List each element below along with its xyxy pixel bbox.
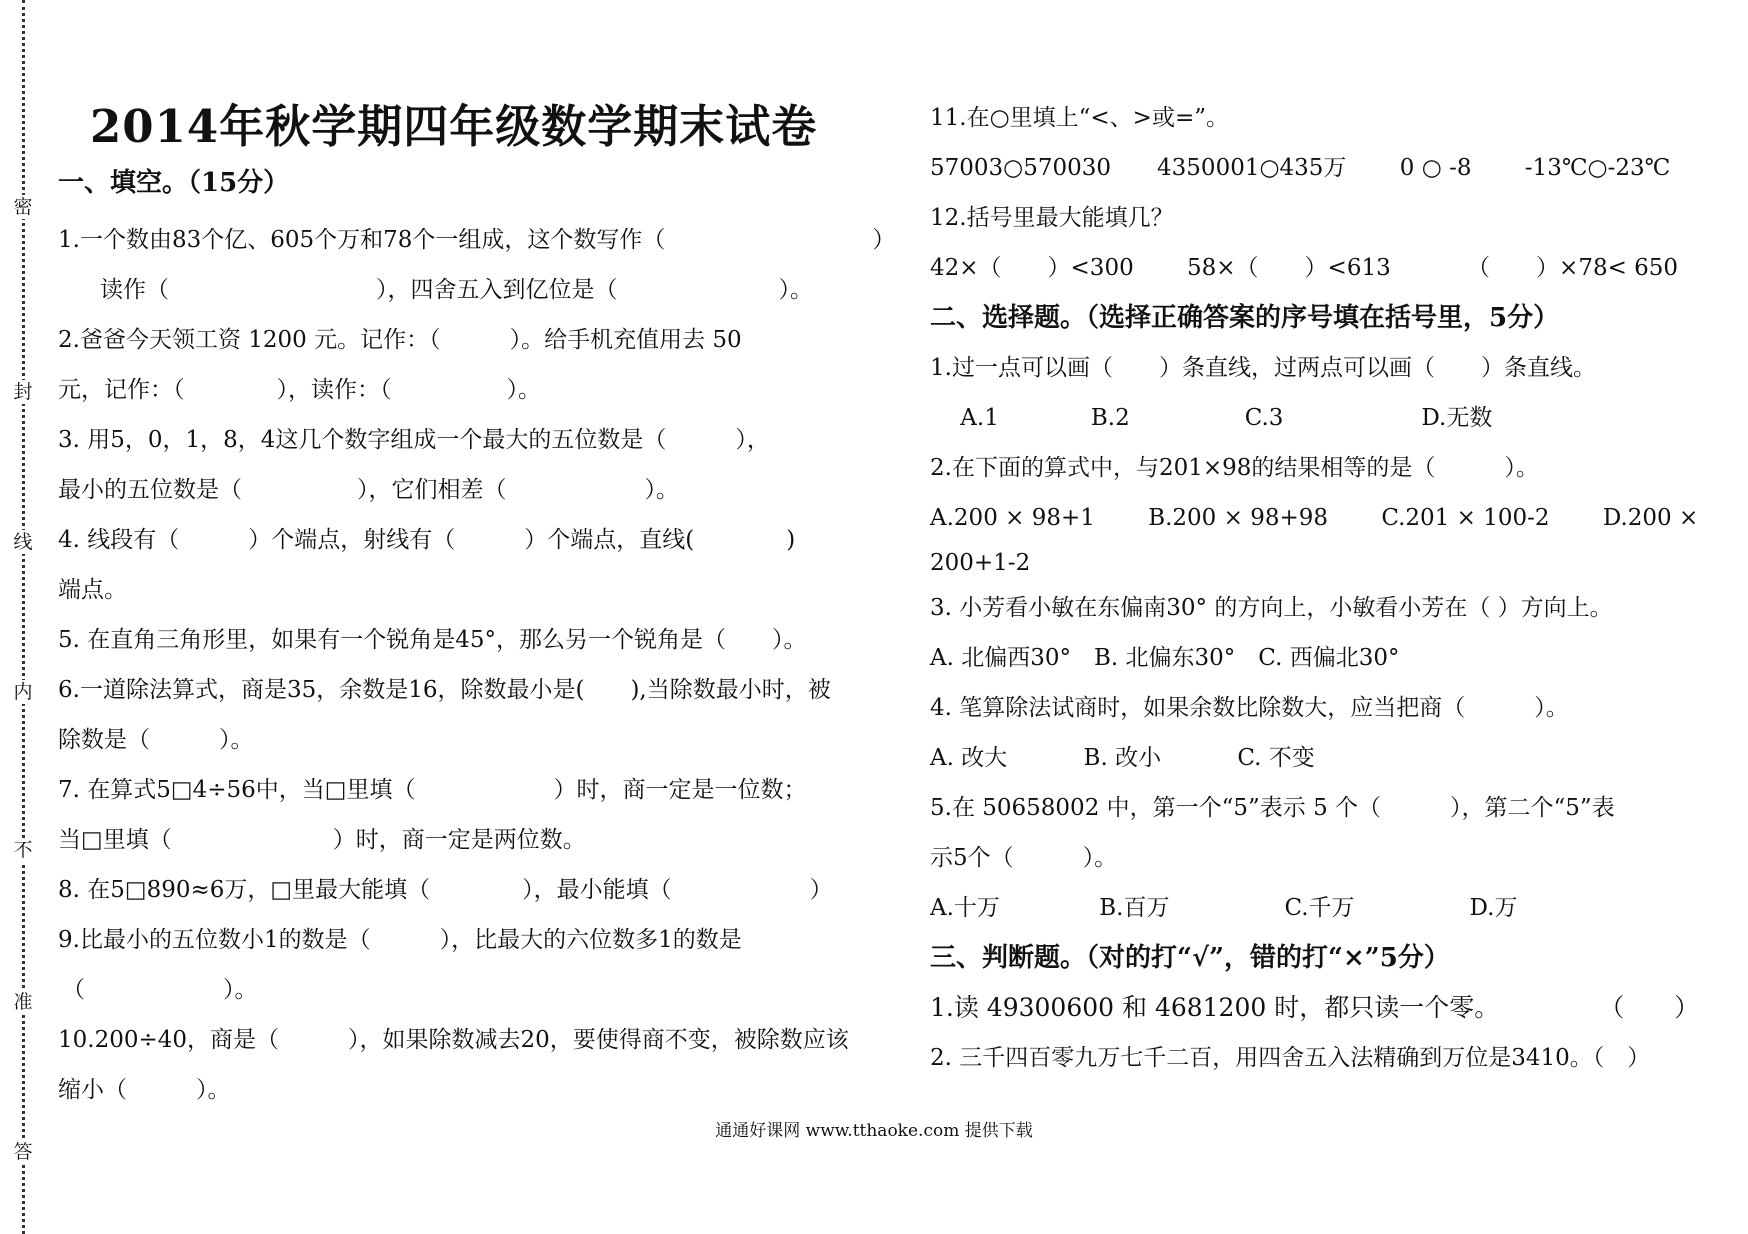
question-line: 缩小（ ）。 xyxy=(58,1077,231,1103)
question-line: 5.在 50658002 中，第一个“5”表示 5 个（ ），第二个“5”表 xyxy=(930,795,1615,821)
question-line: A. 改大 B. 改小 C. 不变 xyxy=(930,745,1315,771)
question-line: 最小的五位数是（ ），它们相差（ ）。 xyxy=(58,477,679,503)
binding-char: 密 xyxy=(13,196,33,218)
question-line: 示5个（ ）。 xyxy=(930,845,1118,871)
question-line: 3. 小芳看小敏在东偏南30° 的方向上，小敏看小芳在（ ）方向上。 xyxy=(930,595,1613,621)
question-line: 6.一道除法算式，商是35，余数是16，除数最小是( ),当除数最小时，被 xyxy=(58,677,831,703)
question-line: 9.比最小的五位数小1的数是（ ），比最大的六位数多1的数是 xyxy=(58,927,742,953)
question-line: 200+1-2 xyxy=(930,550,1031,576)
question-line: 1.读 49300600 和 4681200 时，都只读一个零。 （ ） xyxy=(930,993,1700,1022)
question-line: 2. 三千四百零九万七千二百，用四舍五入法精确到万位是3410。（ ） xyxy=(930,1045,1651,1071)
question-line: 5. 在直角三角形里，如果有一个锐角是45°，那么另一个锐角是（ ）。 xyxy=(58,627,807,653)
question-line: 8. 在5□890≈6万，□里最大能填（ ），最小能填（ ） xyxy=(58,877,833,903)
question-line: 1.过一点可以画（ ）条直线，过两点可以画（ ）条直线。 xyxy=(930,355,1596,381)
question-line: 12.括号里最大能填几？ xyxy=(930,205,1174,231)
question-line: 当□里填（ ）时，商一定是两位数。 xyxy=(58,827,586,853)
section-heading: 二、选择题。（选择正确答案的序号填在括号里，5分） xyxy=(930,303,1560,333)
question-line: 3. 用5，0，1，8，4这几个数字组成一个最大的五位数是（ ）， xyxy=(58,427,770,453)
binding-char: 不 xyxy=(13,839,33,861)
footer-note: 通通好课网 www.tthaoke.com 提供下载 xyxy=(715,1121,1033,1141)
question-line: 除数是（ ）。 xyxy=(58,727,254,753)
binding-char: 封 xyxy=(13,381,33,403)
question-line: 7. 在算式5□4÷56中，当□里填（ ）时，商一定是一位数； xyxy=(58,777,807,803)
question-line: A. 北偏西30° B. 北偏东30° C. 西偏北30° xyxy=(930,645,1400,671)
question-line: 1.一个数由83个亿、605个万和78个一组成，这个数写作（ ） xyxy=(58,227,896,253)
question-line: 端点。 xyxy=(58,577,127,603)
question-line: A.200 × 98+1 B.200 × 98+98 C.201 × 100-2 D.200 × xyxy=(930,505,1699,531)
question-line: 读作（ ），四舍五入到亿位是（ ）。 xyxy=(100,277,813,303)
binding-char: 答 xyxy=(13,1141,33,1163)
question-line: 10.200÷40，商是（ ），如果除数减去20，要使得商不变，被除数应该 xyxy=(58,1027,849,1053)
page-title: 2014年秋学期四年级数学期末试卷 xyxy=(90,100,818,153)
question-line: 57003○570030 4350001○435万 0 ○ -8 -13℃○-23℃ xyxy=(930,155,1671,181)
binding-char: 内 xyxy=(13,681,33,703)
section-heading: 一、填空。（15分） xyxy=(58,168,290,198)
question-line: 4. 线段有（ ）个端点，射线有（ ）个端点，直线( ) xyxy=(58,527,796,553)
question-line: 2.爸爸今天领工资 1200 元。记作：（ ）。给手机充值用去 50 xyxy=(58,327,742,353)
section-heading: 三、判断题。（对的打“√”，错的打“×”5分） xyxy=(930,943,1450,973)
question-line: A.十万 B.百万 C.千万 D.万 xyxy=(930,895,1518,921)
binding-dotted-line xyxy=(22,0,25,1234)
question-line: 4. 笔算除法试商时，如果余数比除数大，应当把商（ ）。 xyxy=(930,695,1569,721)
question-line: 元，记作：（ ），读作：（ ）。 xyxy=(58,377,541,403)
binding-char: 准 xyxy=(13,991,33,1013)
question-line: 2.在下面的算式中，与201×98的结果相等的是（ ）。 xyxy=(930,455,1539,481)
question-line: 42×（ ）<300 58×（ ）<613 （ ）×78< 650 xyxy=(930,255,1679,281)
question-line: A.1 B.2 C.3 D.无数 xyxy=(930,405,1493,431)
question-line: 11.在○里填上“<、>或=”。 xyxy=(930,105,1229,131)
binding-char: 线 xyxy=(13,531,33,553)
question-line: （ ）。 xyxy=(62,977,258,1003)
